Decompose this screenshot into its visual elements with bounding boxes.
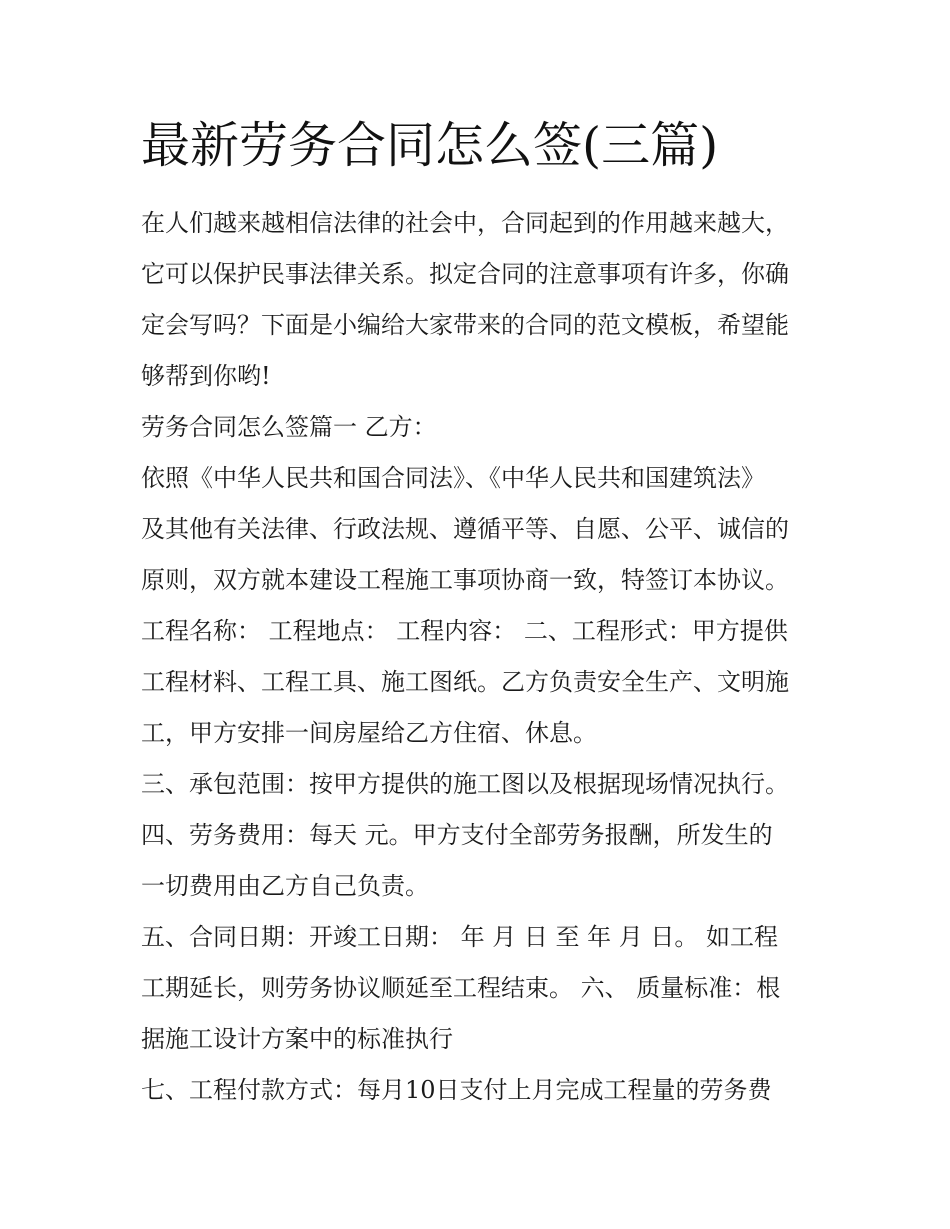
paragraph-line: 工，甲方安排一间房屋给乙方住宿、休息。 [141, 719, 597, 747]
paragraph-line: 三、承包范围：按甲方提供的施工图以及根据现场情况执行。 [141, 770, 789, 798]
paragraph-line: 工程名称： 工程地点： 工程内容： 二、工程形式：甲方提供 [141, 617, 788, 645]
document-body [141, 198, 821, 1116]
paragraph-line: 及其他有关法律、行政法规、遵循平等、自愿、公平、诚信的 [141, 515, 789, 543]
paragraph-line: 够帮到你哟! [141, 362, 271, 390]
paragraph-line: 据施工设计方案中的标准执行 [141, 1025, 453, 1053]
paragraph-line: 七、工程付款方式：每月10日支付上月完成工程量的劳务费 [141, 1076, 772, 1104]
section-heading: 劳务合同怎么签篇一 乙方： [141, 413, 437, 441]
paragraph-line: 依照《中华人民共和国合同法》、《中华人民共和国建筑法》 [141, 464, 765, 492]
paragraph-line: 工期延长，则劳务协议顺延至工程结束。 六、 质量标准：根 [141, 974, 781, 1002]
paragraph-line: 定会写吗？下面是小编给大家带来的合同的范文模板，希望能 [141, 311, 789, 339]
paragraph-line: 它可以保护民事法律关系。拟定合同的注意事项有许多，你确 [141, 260, 789, 288]
paragraph-line: 四、劳务费用：每天 元。甲方支付全部劳务报酬，所发生的 [141, 821, 773, 849]
paragraph-line: 原则，双方就本建设工程施工事项协商一致，特签订本协议。 [141, 566, 789, 594]
paragraph-line: 五、合同日期：开竣工日期： 年 月 日 至 年 月 日。 如工程 [141, 923, 779, 951]
paragraph-line: 工程材料、工程工具、施工图纸。乙方负责安全生产、文明施 [141, 668, 789, 696]
document-title: 最新劳务合同怎么签(三篇) [141, 117, 719, 174]
paragraph-line: 在人们越来越相信法律的社会中，合同起到的作用越来越大， [141, 209, 789, 237]
paragraph-line: 一切费用由乙方自己负责。 [141, 872, 429, 900]
